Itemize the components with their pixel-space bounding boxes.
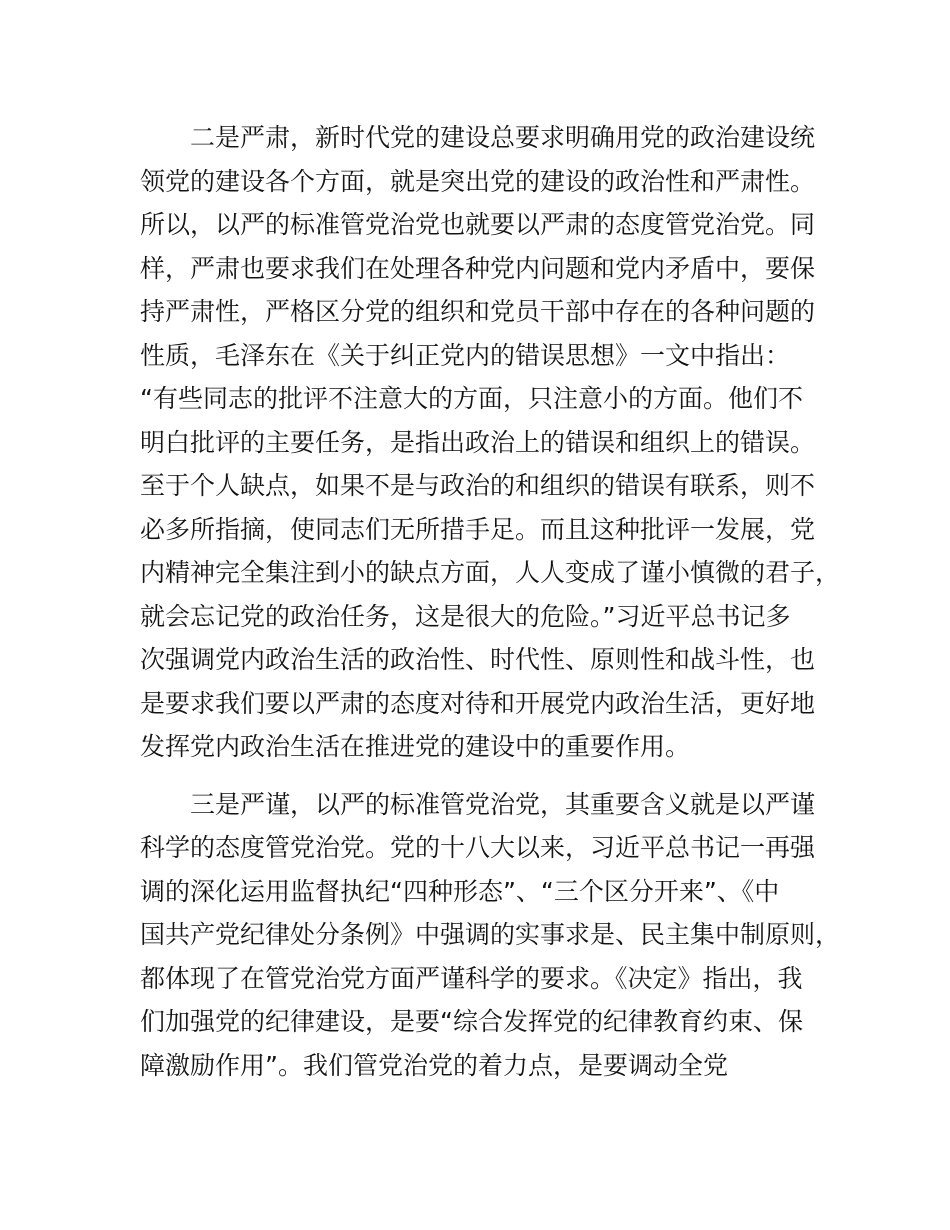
text-line: 就会忘记党的政治任务，这是很大的危险。”习近平总书记多 (140, 601, 791, 631)
text-line: 必多所指摘，使同志们无所措手足。而且这种批评一发展，党 (140, 514, 816, 544)
text-line: “有些同志的批评不注意大的方面，只注意小的方面。他们不 (140, 384, 803, 413)
text-line: 调的深化运用监督执纪“四种形态”、“三个区分开来”、《中 (140, 876, 780, 906)
text-line: 是要求我们要以严肃的态度对待和开展党内政治生活，更好地 (140, 688, 816, 718)
paragraph-strict (140, 116, 840, 769)
text-line: 持严肃性，严格区分党的组织和党员干部中存在的各种问题的 (140, 297, 816, 326)
text-line: 内精神完全集注到小的缺点方面，人人变成了谨小慎微的君子， (140, 558, 841, 587)
text-line: 明白批评的主要任务，是指出政治上的错误和组织上的错误。 (140, 427, 816, 457)
text-line: 科学的态度管党治党。党的十八大以来，习近平总书记一再强 (140, 833, 816, 862)
text-line: 性质，毛泽东在《关于纠正党内的错误思想》一文中指出： (140, 340, 791, 370)
text-line: 都体现了在管党治党方面严谨科学的要求。《决定》指出，我 (140, 963, 803, 993)
paragraph-rigorous (140, 783, 840, 1088)
text-line: 次强调党内政治生活的政治性、时代性、原则性和战斗性，也 (140, 645, 816, 674)
text-line: 障激励作用”。我们管党治党的着力点，是要调动全党 (140, 1050, 728, 1080)
text-line: 国共产党纪律处分条例》中强调的实事求是、民主集中制原则， (140, 920, 841, 949)
text-line: 所以，以严的标准管党治党也就要以严肃的态度管党治党。同 (140, 210, 816, 239)
text-line: 至于个人缺点，如果不是与政治的和组织的错误有联系，则不 (140, 471, 816, 500)
text-line: 二是严肃，新时代党的建设总要求明确用党的政治建设统 (190, 123, 816, 152)
body-text (140, 116, 840, 1087)
text-line: 三是严谨，以严的标准管党治党，其重要含义就是以严谨 (190, 789, 816, 819)
text-line: 们加强党的纪律建设，是要“综合发挥党的纪律教育约束、保 (140, 1007, 803, 1036)
text-line: 领党的建设各个方面，就是突出党的建设的政治性和严肃性。 (140, 166, 816, 196)
text-line: 样，严肃也要求我们在处理各种党内问题和党内矛盾中，要保 (140, 253, 816, 283)
text-line: 发挥党内政治生活在推进党的建设中的重要作用。 (140, 732, 691, 761)
